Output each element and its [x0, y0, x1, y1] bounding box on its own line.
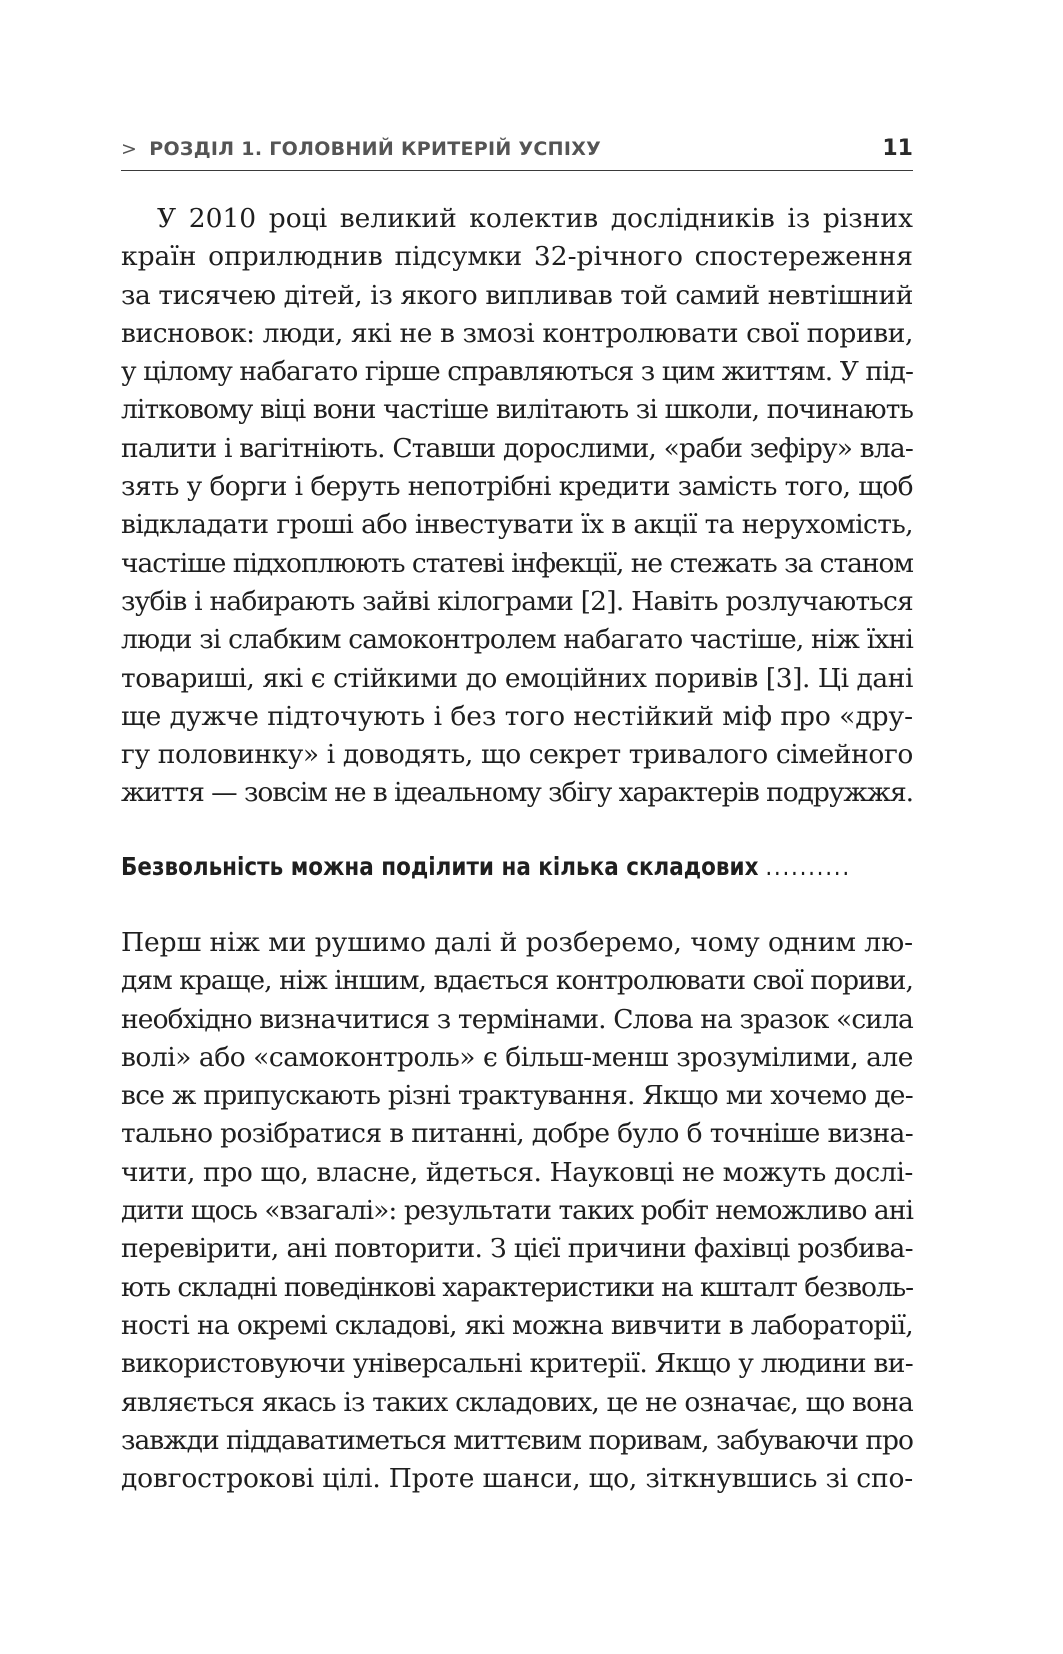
- text-line: гу половинку» і доводять, що секрет тривалого сімейного: [121, 739, 913, 771]
- text-line: палити і вагітніють. Ставши дорослими, «раби зефіру» вла-: [121, 432, 913, 464]
- text-line: необхідно визначитися з термінами. Слова на зразок «сила: [121, 1003, 913, 1035]
- text-line: у цілому набагато гірше справляються з цим життям. У під-: [121, 356, 914, 388]
- page-number: 11: [882, 136, 913, 161]
- section-heading-text: Безвольність можна поділити на кілька складових: [121, 852, 759, 881]
- text-line: використовуючи універсальні критерії. Якщо у людини ви-: [121, 1348, 913, 1380]
- text-line: дити щось «взагалі»: результати таких робіт неможливо ані: [121, 1195, 913, 1227]
- text-line: ють складні поведінкові характеристики на кшталт безволь-: [121, 1271, 913, 1303]
- text-line: життя — зовсім не в ідеальному збігу характерів подружжя.: [121, 777, 913, 809]
- running-head: [121, 136, 913, 171]
- paragraph-1: [121, 200, 913, 813]
- text-line: частіше підхоплюють статеві інфекції, не стежать за станом: [121, 547, 913, 579]
- chapter-title: [121, 138, 601, 160]
- text-line: ще дужче підточують і без того нестійкий міф про «дру-: [121, 700, 913, 732]
- text-line: перевірити, ані повторити. З цієї причини фахівці розбива-: [121, 1233, 913, 1265]
- chapter-title-text: РОЗДІЛ 1. ГОЛОВНИЙ КРИТЕРІЙ УСПІХУ: [149, 138, 602, 160]
- text-line: волі» або «самоконтроль» є більш-менш зрозумілими, але: [121, 1041, 913, 1073]
- section-heading: [121, 852, 851, 881]
- text-line: зять у борги і беруть непотрібні кредити замість того, щоб: [121, 471, 913, 503]
- text-line: країн оприлюднив підсумки 32-річного спостереження: [121, 241, 913, 273]
- text-line: Перш ніж ми рушимо далі й розберемо, чому одним лю-: [121, 927, 913, 958]
- text-line: дям краще, ніж іншим, вдається контролювати свої пориви,: [121, 965, 913, 997]
- text-line: тально розібратися в питанні, добре було б точніше визна-: [121, 1118, 913, 1150]
- text-line: відкладати гроші або інвестувати їх в акції та нерухомість,: [121, 509, 913, 541]
- text-line: чити, про що, власне, йдеться. Науковці не можуть дослі-: [121, 1156, 913, 1188]
- text-line: товариші, які є стійкими до емоційних поривів [3]. Ці дані: [121, 662, 913, 694]
- paragraph-2: [121, 924, 913, 1498]
- chevron-right-icon: >: [121, 138, 138, 160]
- text-line: все ж припускають різні трактування. Якщо ми хочемо де-: [121, 1080, 913, 1112]
- text-line: ності на окремі складові, які можна вивчити в лабораторії,: [121, 1309, 913, 1341]
- text-line: довгострокові цілі. Проте шанси, що, зіткнувшись зі спо-: [121, 1463, 913, 1495]
- text-line: за тисячею дітей, із якого випливав той самий невтішний: [121, 279, 913, 311]
- text-line: являється якась із таких складових, це не означає, що вона: [121, 1386, 913, 1418]
- heading-leader-dots: ..........: [765, 852, 851, 881]
- text-line: висновок: люди, які не в змозі контролювати свої пориви,: [121, 317, 913, 349]
- text-line: люди зі слабким самоконтролем набагато частіше, ніж їхні: [121, 624, 913, 656]
- text-line: У 2010 році великий колектив дослідників із різних: [157, 203, 913, 234]
- text-line: літковому віці вони частіше вилітають зі школи, починають: [121, 394, 913, 426]
- text-line: зубів і набирають зайві кілограми [2]. Навіть розлучаються: [121, 585, 913, 617]
- text-line: завжди піддаватиметься миттєвим поривам, забуваючи про: [121, 1424, 913, 1456]
